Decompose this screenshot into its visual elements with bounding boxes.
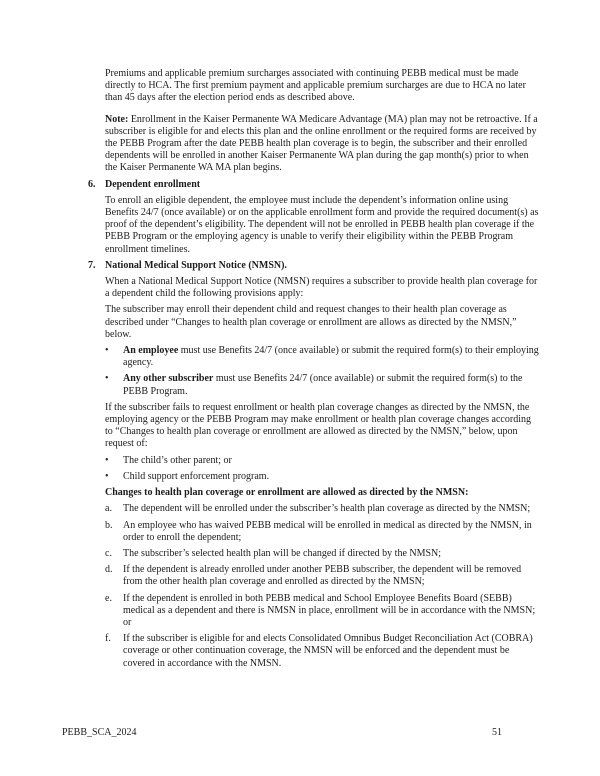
section-heading-nmsn (88, 260, 538, 272)
list-item-text (123, 564, 539, 588)
text-segment: Enrollment in the Kaiser Permanente WA Medicare Advantage (MA) plan may not be retroactive. If a subscriber is eligible for and elects this plan and the online enrollment or the required forms are received by the PEBB Program after the date PEBB health plan coverage is to begin, the subscriber and their enrolled dependents will be enrolled in another Kaiser Permanente WA plan during the gap month(s) prior to when the Kaiser Permanente WA MA plan begins. (105, 113, 538, 174)
text-segment: Dependent enrollment (105, 178, 201, 190)
text-segment: If the subscriber is eligible for and elects Consolidated Omnibus Budget Reconciliation Act (COBRA) coverage or other continuation coverage, the NMSN will be enforced and the dependent must be covered in accordance with the NMSN. (123, 633, 533, 669)
list-item-text (123, 503, 530, 515)
paragraph-dependent-enrollment-body (105, 195, 539, 256)
page-number: 51 (492, 727, 502, 738)
paragraph-subscriber-may-enroll (105, 304, 539, 341)
subheading-changes-allowed-nmsn (105, 487, 545, 499)
list-item-text (123, 471, 269, 483)
alpha-item-f (105, 633, 539, 670)
alpha-item-e (105, 593, 539, 630)
list-marker: d. (105, 564, 113, 576)
list-item-text (105, 260, 287, 272)
bullet-childs-other-parent (105, 455, 539, 467)
footer-doc-id: PEBB_SCA_2024 (62, 727, 137, 738)
list-item-text (105, 179, 200, 191)
list-marker: c. (105, 547, 112, 559)
text-segment: must use Benefits 24/7 (once available) or submit the required form(s) to their employing agency. (123, 345, 539, 369)
list-item-text (123, 455, 232, 467)
text-segment: If the dependent is already enrolled under another PEBB subscriber, the dependent will be removed from the other health plan coverage and enrolled as directed by the NMSN; (123, 564, 522, 588)
text-segment: To enroll an eligible dependent, the employee must include the dependent’s information online using Benefits 24/7 (once available) or on the applicable enrollment form and provide the required document(s) as proof of the dependent’s eligibility. The dependent will not be enrolled in PEBB health plan coverage if the PEBB Program or the employing agency is unable to verify their eligibility within the PEBB Program enrollment timelines. (105, 194, 539, 255)
list-item-text (123, 345, 539, 369)
list-marker: e. (105, 592, 112, 604)
document-content (0, 68, 600, 674)
list-marker: b. (105, 519, 113, 531)
alpha-item-d (105, 564, 539, 588)
list-item-text (123, 633, 539, 670)
bullet-any-other-subscriber (105, 373, 539, 397)
alpha-item-b (105, 520, 539, 544)
list-marker: 7. (88, 259, 96, 271)
bullet-an-employee (105, 345, 539, 369)
list-marker: 6. (88, 178, 96, 190)
paragraph-note-kaiser-ma (105, 114, 539, 175)
list-item-text (123, 373, 539, 397)
text-segment: Any other subscriber (123, 373, 214, 385)
text-segment: Child support enforcement program. (123, 470, 270, 482)
list-item-text (123, 548, 441, 560)
bullet-child-support-program (105, 471, 539, 483)
text-segment: Note: (105, 113, 129, 125)
text-segment: When a National Medical Support Notice (NMSN) requires a subscriber to provide health plan coverage for a dependent child the following provisions apply: (105, 276, 538, 300)
bullet-marker: • (105, 470, 109, 482)
text-segment: Changes to health plan coverage or enrollment are allowed as directed by the NMSN: (105, 487, 469, 499)
paragraph-premiums (105, 68, 539, 105)
list-marker: f. (105, 633, 111, 645)
text-segment: If the dependent is enrolled in both PEBB medical and School Employee Benefits Board (SEBB) medical as a dependent and there is NMSN in place, enrollment will be in accordance with the NMSN; or (123, 592, 536, 628)
paragraph-nmsn-intro (105, 276, 539, 300)
text-segment: An employee who has waived PEBB medical will be enrolled in medical as directed by the NMSN, in order to enroll the dependent; (123, 519, 532, 543)
text-segment: Premiums and applicable premium surcharges associated with continuing PEBB medical must be made directly to HCA. The first premium payment and applicable premium surcharges are due to HCA no later than 45 days after the election period ends as described above. (105, 68, 526, 104)
list-item-text (123, 593, 539, 630)
text-segment: National Medical Support Notice (NMSN). (105, 259, 287, 271)
alpha-item-a (105, 503, 539, 515)
text-segment: If the subscriber fails to request enrollment or health plan coverage changes as directed by the NMSN, the employing agency or the PEBB Program may make enrollment or health plan coverage changes according to “Changes to health plan coverage or enrollment are allowed as directed by the NMSN,” below, upon request of: (105, 401, 531, 450)
alpha-item-c (105, 548, 539, 560)
text-segment: The subscriber may enroll their dependent child and request changes to their health plan coverage as described under “Changes to health plan coverage or enrollment are allows as directed by the NMSN,” below. (105, 304, 517, 340)
list-marker: a. (105, 503, 112, 515)
bullet-marker: • (105, 345, 109, 357)
bullet-marker: • (105, 373, 109, 385)
text-segment: The dependent will be enrolled under the subscriber’s health plan coverage as directed by the NMSN; (123, 503, 531, 515)
bullet-marker: • (105, 454, 109, 466)
text-segment: The subscriber’s selected health plan will be changed if directed by the NMSN; (123, 547, 442, 559)
paragraph-subscriber-fails (105, 402, 539, 451)
text-segment: must use Benefits 24/7 (once available) or submit the required form(s) to the PEBB Program. (123, 373, 523, 397)
text-segment: The child’s other parent; or (123, 454, 232, 466)
list-item-text (123, 520, 539, 544)
section-heading-dependent-enrollment (88, 179, 538, 191)
text-segment: An employee (123, 345, 179, 357)
